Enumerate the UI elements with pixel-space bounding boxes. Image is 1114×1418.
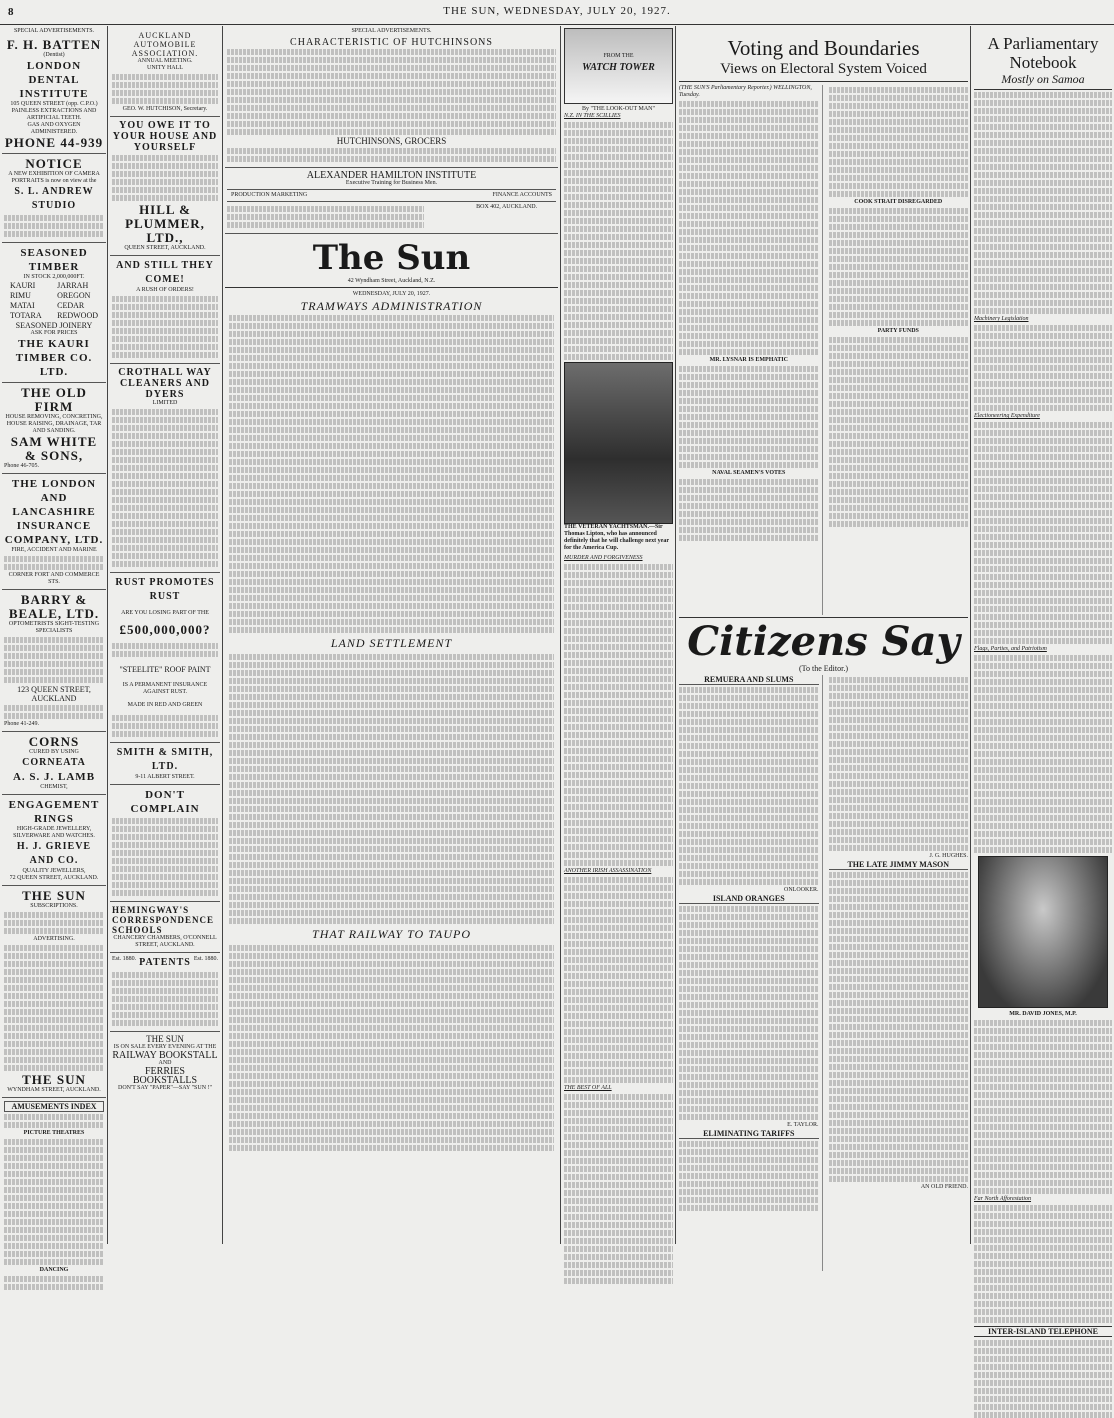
ad-title: ENGAGEMENT RINGS (8, 799, 100, 825)
letter-signature: ONLOOKER. (784, 887, 819, 893)
column-rule (560, 26, 561, 1244)
ad-line: THE SUN (146, 1034, 184, 1044)
ad-title: ALEXANDER HAMILTON INSTITUTE (306, 170, 477, 181)
article-subhead: ANOTHER IRISH ASSASSINATION (564, 868, 652, 874)
owe-ad (110, 117, 220, 256)
column-4 (564, 28, 673, 1244)
corns-ad (2, 732, 106, 795)
timber-type: KAURI (10, 281, 36, 290)
article-subhead: INTER-ISLAND TELEPHONE (974, 1326, 1112, 1337)
ad-line: ADVERTISING. (33, 936, 75, 942)
ad-name: SAM WHITE & SONS, (10, 434, 98, 463)
rings-ad (2, 795, 106, 886)
crothall-ad (110, 364, 220, 573)
article-subheadline: Views on Electoral System Voiced (679, 60, 968, 82)
ad-line: FERRIES BOOKSTALLS (132, 1066, 198, 1086)
section-label: SPECIAL ADVERTISEMENTS. (13, 28, 95, 34)
ad-line: DON'T SAY "PAPER"—SAY "SUN !" (117, 1085, 213, 1091)
hutchinsons-ad (225, 35, 558, 168)
editorial-masthead: The Sun (312, 238, 471, 278)
page-header (0, 0, 1114, 25)
letter-title: THE LATE JIMMY MASON (829, 860, 969, 870)
smith-ad (110, 743, 220, 785)
ad-title: THE OLD FIRM (21, 385, 87, 414)
insurance-ad (2, 474, 106, 590)
ad-title: RUST PROMOTES RUST (115, 577, 215, 602)
byline: (THE SUN'S Parliamentary Reporter.) WELLINGTON, Tuesday. (679, 85, 812, 98)
ad-brand: "STEELITE" ROOF PAINT (119, 665, 211, 674)
column-5 (679, 28, 968, 1244)
byline: By "THE LOOK-OUT MAN" (582, 106, 655, 112)
ad-line: MADE IN RED AND GREEN (127, 702, 203, 708)
old-firm-ad (2, 383, 106, 474)
barry-ad (2, 590, 106, 732)
ad-title: CORNS (28, 734, 80, 749)
ad-line: Executive Training for Business Men. (345, 180, 438, 186)
still-ad (110, 256, 220, 364)
watch-tower-logo (564, 28, 673, 104)
ad-title: AMUSEMENTS INDEX (4, 1101, 104, 1112)
timber-ad (2, 243, 106, 383)
ad-brand: CORNEATA (22, 757, 86, 768)
column-rule (970, 26, 971, 1244)
ad-line: FINANCE ACCOUNTS (492, 192, 552, 198)
article-subhead: Electioneering Expenditure (974, 413, 1040, 419)
column-headline: A Parliamentary Notebook (987, 34, 1099, 72)
section-subhead: (To the Editor.) (799, 664, 848, 673)
ad-line: CHEMIST, (40, 784, 68, 790)
timber-type: CEDAR (57, 301, 85, 310)
ad-name: A. S. J. LAMB (12, 771, 96, 783)
ad-phone: Phone 41-249. (4, 721, 39, 727)
ad-title: BARRY & BEALE, LTD. (8, 592, 100, 621)
editorial-title: LAND SETTLEMENT (330, 636, 453, 650)
notice-ad (2, 154, 106, 243)
editorial-address: 42 Wyndham Street, Auckland, N.Z. (225, 278, 558, 288)
timber-type: OREGON (57, 291, 91, 300)
ad-name: H. J. GRIEVE AND CO. (16, 841, 92, 866)
letter-signature: AN OLD FRIEND. (920, 1184, 968, 1190)
rust-ad (110, 573, 220, 743)
ad-address: BOX 402, AUCKLAND. (476, 204, 538, 210)
ad-line: SEASONED JOINERY (15, 321, 93, 330)
ad-body: HOUSE REMOVING, CONCRETING, HOUSE RAISING, DRAINAGE, TAR AND SANDING. (5, 414, 103, 434)
article-subhead: Flags, Parties, and Patriotism (974, 646, 1047, 652)
photo-caption: MR. DAVID JONES, M.P. (1009, 1011, 1077, 1017)
column-1 (2, 28, 106, 1273)
ad-name: HILL & PLUMMER, LTD., (125, 202, 205, 245)
article-subhead: MR. LYSNAR IS EMPHATIC (709, 357, 788, 363)
column-rule (107, 26, 108, 1244)
ad-line: OPTOMETRISTS SIGHT-TESTING SPECIALISTS (8, 621, 100, 634)
ad-line: ANNUAL MEETING. (137, 58, 193, 64)
ad-address: 123 QUEEN STREET, AUCKLAND (17, 685, 91, 703)
column-3 (225, 28, 558, 1244)
ad-sign: GEO. W. HUTCHISON, Secretary. (122, 106, 208, 112)
editorial-date: WEDNESDAY, JULY 20, 1927. (352, 291, 431, 297)
ad-body: A NEW EXHIBITION OF CAMERA PORTRAITS is now on view at the (8, 171, 100, 184)
section-headline: Citizens Say (687, 618, 960, 665)
column-rule (222, 26, 223, 1244)
ad-line: ARE YOU LOSING PART OF THE (121, 610, 209, 616)
article-subhead: Machinery Legislation (974, 316, 1029, 322)
ad-name: HUTCHINSONS, GROCERS (336, 136, 447, 146)
logo-text: FROM THE (603, 53, 634, 59)
sun-sale-ad (110, 1032, 220, 1095)
ad-line: LIMITED (152, 400, 178, 406)
ad-line: IS A PERMANENT INSURANCE AGAINST RUST. (122, 682, 208, 695)
ad-name: THE SUN (22, 1072, 86, 1087)
timber-type: RIMU (10, 291, 31, 300)
article-subhead: COOK STRAIT DISREGARDED (854, 199, 943, 205)
letter-title: REMUERA AND SLUMS (679, 675, 819, 685)
ad-subhead: PICTURE THEATRES (23, 1130, 85, 1136)
ad-sub: (Dentist) (43, 52, 65, 58)
ad-title: AUCKLAND AUTOMOBILE ASSOCIATION. (131, 31, 199, 58)
dont-complain-ad (110, 785, 220, 902)
page-number: 8 (8, 6, 14, 18)
ad-address: CORNER FORT AND COMMERCE STS. (8, 572, 100, 585)
editorial-title: TRAMWAYS ADMINISTRATION (300, 299, 483, 313)
ad-title: F. H. BATTEN (6, 37, 102, 52)
letter-title: ISLAND ORANGES (679, 894, 819, 904)
hemingway-ad (110, 902, 220, 953)
ad-line: Est. 1880. (112, 956, 137, 962)
letter-title: ELIMINATING TARIFFS (679, 1129, 819, 1139)
ad-title: NOTICE (25, 156, 83, 171)
masthead-line: THE SUN, WEDNESDAY, JULY 20, 1927. (443, 5, 671, 17)
ad-line: QUALITY JEWELLERS, (22, 868, 86, 874)
lipton-photo (564, 362, 673, 524)
ad-line: SUBSCRIPTIONS. (30, 903, 78, 909)
ad-line: A RUSH OF ORDERS! (136, 287, 194, 293)
david-jones-photo (978, 856, 1108, 1008)
article-subhead: THE BEST OF ALL (564, 1085, 612, 1091)
amusements-index (2, 1098, 106, 1295)
ad-line: GAS AND OXYGEN ADMINISTERED. (27, 122, 81, 135)
aha-ad (225, 168, 558, 234)
photo-caption: THE VETERAN YACHTSMAN.—Sir Thomas Lipton, who has announced definitely that he will challenge next year for the America Cup. (564, 524, 669, 551)
letter-signature: E. TAYLOR. (787, 1122, 819, 1128)
ad-phone: PHONE 44-939 (4, 135, 104, 150)
timber-type: JARRAH (57, 281, 89, 290)
ad-title: THE SUN (22, 888, 86, 903)
article-subhead: MURDER AND FORGIVENESS (564, 555, 643, 561)
article-subhead: NAVAL SEAMEN'S VOTES (712, 470, 786, 476)
ad-title: AND STILL THEY COME! (116, 260, 214, 285)
ad-title: CHARACTERISTIC OF HUTCHINSONS (290, 37, 493, 48)
ad-title: YOU OWE IT TO YOUR HOUSE AND YOURSELF (112, 120, 218, 153)
ad-line: FIRE, ACCIDENT AND MARINE (11, 547, 97, 553)
logo-text: WATCH TOWER (582, 62, 655, 73)
ad-title: HEMINGWAY'S CORRESPONDENCE SCHOOLS (112, 905, 215, 935)
timber-type: MATAI (10, 301, 35, 310)
ad-address: QUEEN STREET, AUCKLAND. (124, 245, 206, 251)
column-2 (110, 28, 220, 1244)
timber-type: TOTARA (10, 311, 42, 320)
article-subhead: PARTY FUNDS (877, 328, 919, 334)
ad-line: PRODUCTION MARKETING (231, 192, 308, 198)
section-label: SPECIAL ADVERTISEMENTS. (351, 28, 432, 34)
column-subheadline: Mostly on Samoa (974, 72, 1112, 90)
ad-line: UNITY HALL (147, 65, 183, 71)
patents-ad (110, 953, 220, 1032)
letter-signature: J. G. HUGHES. (929, 853, 968, 859)
aas-ad (110, 28, 220, 117)
ad-address: CHANCERY CHAMBERS, O'CONNELL STREET, AUCKLAND. (113, 935, 217, 948)
ad-title: SMITH & SMITH, LTD. (116, 747, 214, 772)
ad-address: 72 QUEEN STREET, AUCKLAND. (9, 875, 99, 881)
ad-title: PATENTS (139, 957, 191, 968)
ad-address: 105 QUEEN STREET (opp. C.P.O.) (10, 101, 98, 107)
ad-address: 9-11 ALBERT STREET. (135, 774, 195, 780)
ad-line: IN STOCK 2,000,000FT. (23, 274, 85, 280)
ad-line: AND (158, 1060, 172, 1066)
ad-subhead: DANCING (39, 1267, 69, 1273)
batten-ad (2, 35, 106, 154)
ad-title: THE LONDON AND LANCASHIRE INSURANCE COMPANY, LTD. (4, 478, 104, 546)
ad-amount: £500,000,000? (119, 622, 211, 637)
ad-line: PAINLESS EXTRACTIONS AND ARTIFICIAL TEETH. (11, 108, 97, 121)
ad-line: IS ON SALE EVERY EVENING AT THE (113, 1044, 217, 1050)
ad-line: HIGH-GRADE JEWELLERY, SILVERWARE AND WATCHES. (13, 826, 95, 839)
article-subhead: N.Z. IN THE SCILLIES (564, 113, 621, 119)
editorial-title: THAT RAILWAY TO TAUPO (312, 927, 471, 941)
ad-name: S. L. ANDREW STUDIO (14, 186, 94, 211)
article-subhead: Far North Afforestation (974, 1196, 1032, 1202)
ad-name: THE KAURI TIMBER CO. LTD. (15, 338, 93, 378)
ad-line: CURED BY USING (29, 749, 79, 755)
ad-line: Est. 1880. (193, 956, 218, 962)
ad-address: WYNDHAM STREET, AUCKLAND. (7, 1087, 101, 1093)
ad-line: RAILWAY BOOKSTALL (112, 1050, 218, 1061)
timber-type: REDWOOD (57, 311, 98, 320)
ad-phone: Phone 46-705. (4, 463, 39, 469)
column-6 (974, 28, 1112, 1336)
ad-title: CROTHALL WAY CLEANERS AND DYERS (118, 367, 212, 400)
article-headline: Voting and Boundaries (727, 36, 920, 60)
sun-subs-ad (2, 886, 106, 1098)
column-rule (675, 26, 676, 1244)
ad-title: SEASONED TIMBER (20, 247, 88, 273)
ad-heading: LONDON DENTAL INSTITUTE (19, 60, 89, 100)
ad-title: DON'T COMPLAIN (130, 789, 200, 815)
ad-line: ASK FOR PRICES (30, 330, 78, 336)
